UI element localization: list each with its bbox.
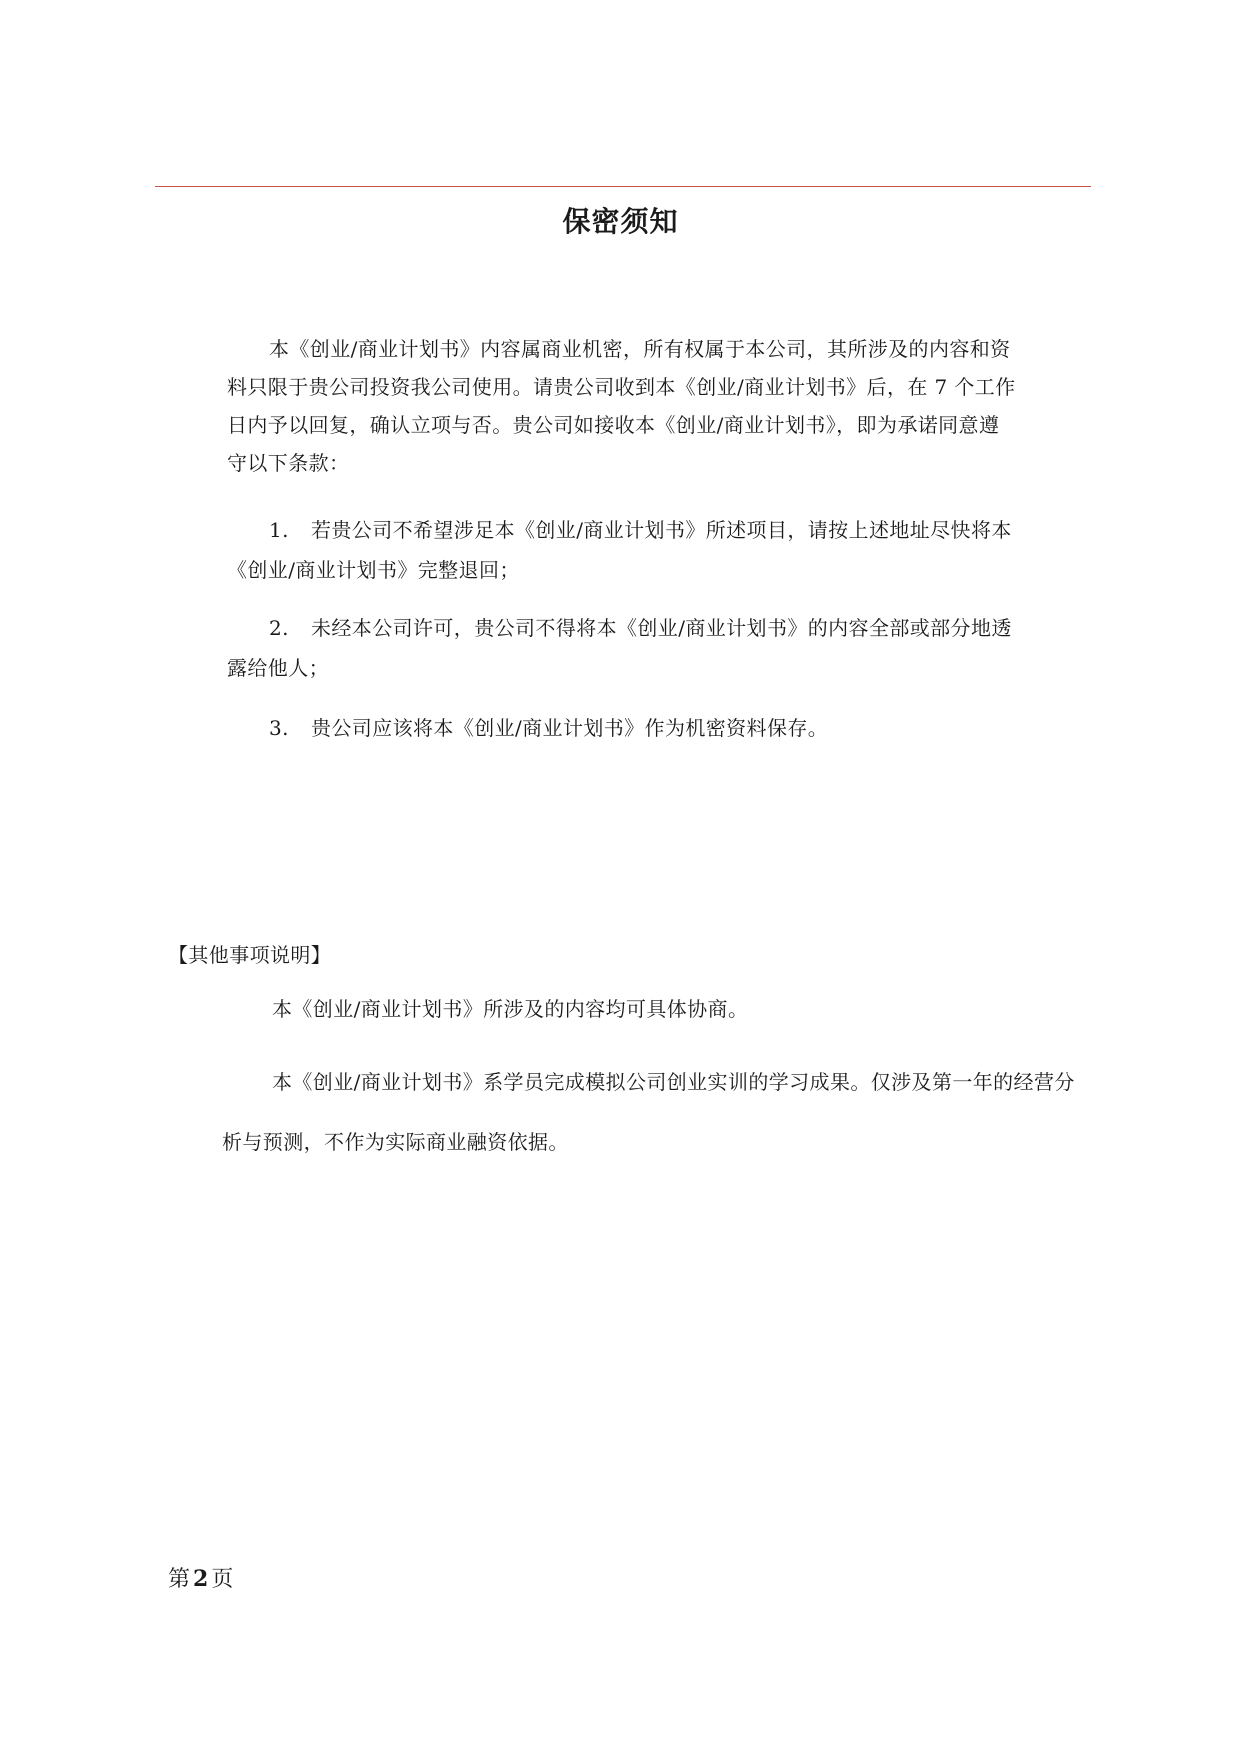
page-number [168, 1564, 233, 1595]
other-note: 本《创业/商业计划书》系学员完成模拟公司创业实训的学习成果。仅涉及第一年的经营分析与预测，不作为实际商业融资依据。 [222, 1070, 1075, 1154]
page-number-prefix: 第 [168, 1567, 191, 1592]
page-number-value: 2 [193, 1566, 209, 1592]
other-section-heading: 【其他事项说明】 [168, 943, 332, 967]
clause-text: 若贵公司不希望涉足本《创业/商业计划书》所述项目，请按上述地址尽快将本《创业/商业计划书》完整退回； [227, 518, 1012, 582]
clause-text: 未经本公司许可，贵公司不得将本《创业/商业计划书》的内容全部或部分地透露给他人； [227, 616, 1012, 680]
page-number-suffix: 页 [211, 1567, 234, 1592]
clause-text: 贵公司应该将本《创业/商业计划书》作为机密资料保存。 [311, 716, 829, 740]
clause-number: 1. [269, 518, 289, 542]
clause-item [227, 708, 1017, 748]
clause-number: 3. [269, 716, 289, 740]
clause-number: 2. [269, 616, 289, 640]
header-rule [155, 186, 1091, 187]
page-title: 保密须知 [562, 205, 679, 238]
clause-item [227, 608, 1017, 688]
intro-paragraph: 本《创业/商业计划书》内容属商业机密，所有权属于本公司，其所涉及的内容和资料只限于贵公司投资我公司使用。请贵公司收到本《创业/商业计划书》后，在 7 个工作日内予以回复，确认立项与否。贵公司如接收本《创业/商业计划书》，即为承诺同意遵守以下条款： [227, 337, 1016, 475]
clause-item [227, 510, 1017, 590]
other-note: 本《创业/商业计划书》所涉及的内容均可具体协商。 [272, 997, 749, 1021]
